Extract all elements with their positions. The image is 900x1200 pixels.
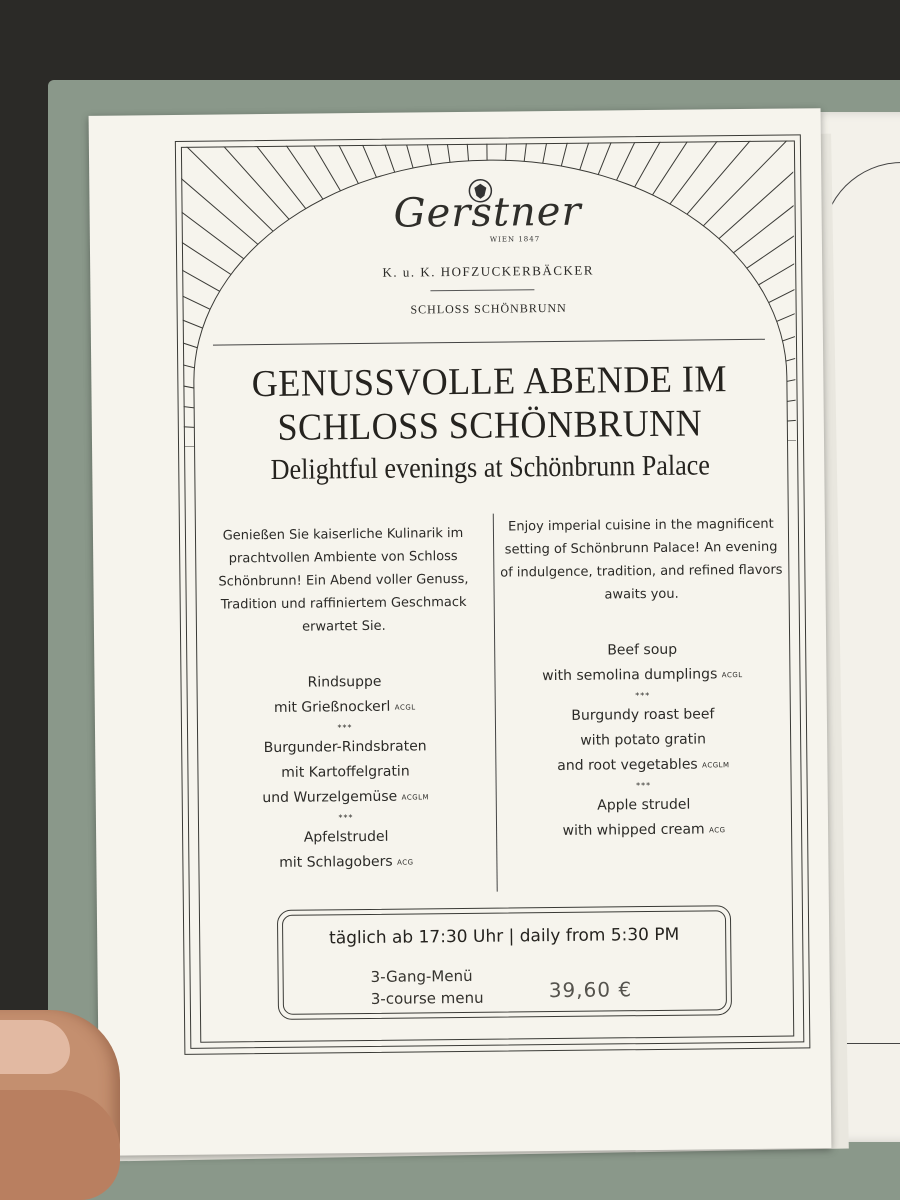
page-subtitle: Delightful evenings at Schönbrunn Palace	[270, 449, 711, 486]
schedule-text: täglich ab 17:30 Uhr | daily from 5:30 PM	[329, 924, 680, 949]
german-column	[195, 522, 495, 878]
menu-english	[494, 637, 792, 846]
course-name: Burgunder-Rindsbraten	[263, 738, 427, 757]
course-name: Burgundy roast beef	[571, 706, 715, 724]
page-title	[111, 356, 868, 452]
course-2-en	[495, 702, 792, 781]
course-detail: with semolina dumplings	[542, 666, 718, 685]
course-detail: mit Kartoffelgratin	[281, 763, 410, 781]
title-line-2: SCHLOSS SCHÖNBRUNN	[277, 402, 703, 449]
allergen-codes: ACGLM	[702, 761, 730, 770]
course-detail: mit Schlagobers	[279, 853, 393, 871]
course-name: Beef soup	[607, 641, 678, 659]
course-separator: ***	[337, 723, 353, 733]
allergen-codes: ACG	[709, 826, 726, 835]
course-detail: with potato gratin	[580, 731, 707, 749]
allergen-codes: ACGL	[721, 671, 743, 680]
price-box	[277, 905, 732, 1020]
course-label-en: 3-course menu	[370, 988, 484, 1008]
course-label-de: 3-Gang-Menü	[370, 966, 473, 986]
course-1-de	[196, 669, 493, 723]
english-column	[493, 513, 792, 846]
course-separator: ***	[636, 781, 652, 791]
course-name: Apple strudel	[597, 796, 691, 814]
course-name: Apfelstrudel	[303, 828, 389, 846]
course-detail: mit Grießnockerl	[273, 698, 391, 716]
course-2-de	[197, 734, 494, 813]
logo-wordmark: Gerstner	[393, 188, 582, 237]
course-separator: ***	[338, 813, 354, 823]
allergen-codes: ACGL	[394, 703, 416, 712]
course-3-de	[198, 824, 495, 878]
course-name: Rindsuppe	[307, 673, 382, 691]
course-3-en	[496, 792, 793, 846]
menu-page[interactable]	[89, 108, 832, 1156]
thumb-lower	[0, 1090, 120, 1200]
intro-english: Enjoy imperial cuisine in the magnificent setting of Schönbrunn Palace! An evening of indulgence, tradition, and refined flavors awaits you.	[500, 516, 783, 603]
course-separator: ***	[635, 691, 651, 701]
menu-price: 39,60 €	[548, 977, 633, 1003]
course-detail: und Wurzelgemüse	[262, 788, 398, 807]
allergen-codes: ACG	[397, 858, 414, 867]
title-line-1: GENUSSVOLLE ABENDE IM	[251, 358, 728, 406]
course-1-en	[494, 637, 791, 691]
allergen-codes: ACGLM	[401, 793, 430, 802]
menu-german	[196, 669, 494, 878]
course-detail: with whipped cream	[562, 821, 705, 839]
intro-german: Genießen Sie kaiserliche Kulinarik im prachtvollen Ambiente von Schloss Schönbrunn! Ein Abend voller Genuss, Tradition und raffiniertem Geschmack erwartet Sie.	[218, 525, 469, 635]
course-count-label	[370, 965, 483, 1010]
logo-subtext: WIEN 1847	[489, 235, 541, 244]
location-label: SCHLOSS SCHÖNBRUNN	[410, 300, 567, 317]
hof-title: K. u. K. HOFZUCKERBÄCKER	[382, 262, 595, 280]
course-detail: and root vegetables	[557, 756, 698, 774]
thumb-nail	[0, 1020, 70, 1074]
